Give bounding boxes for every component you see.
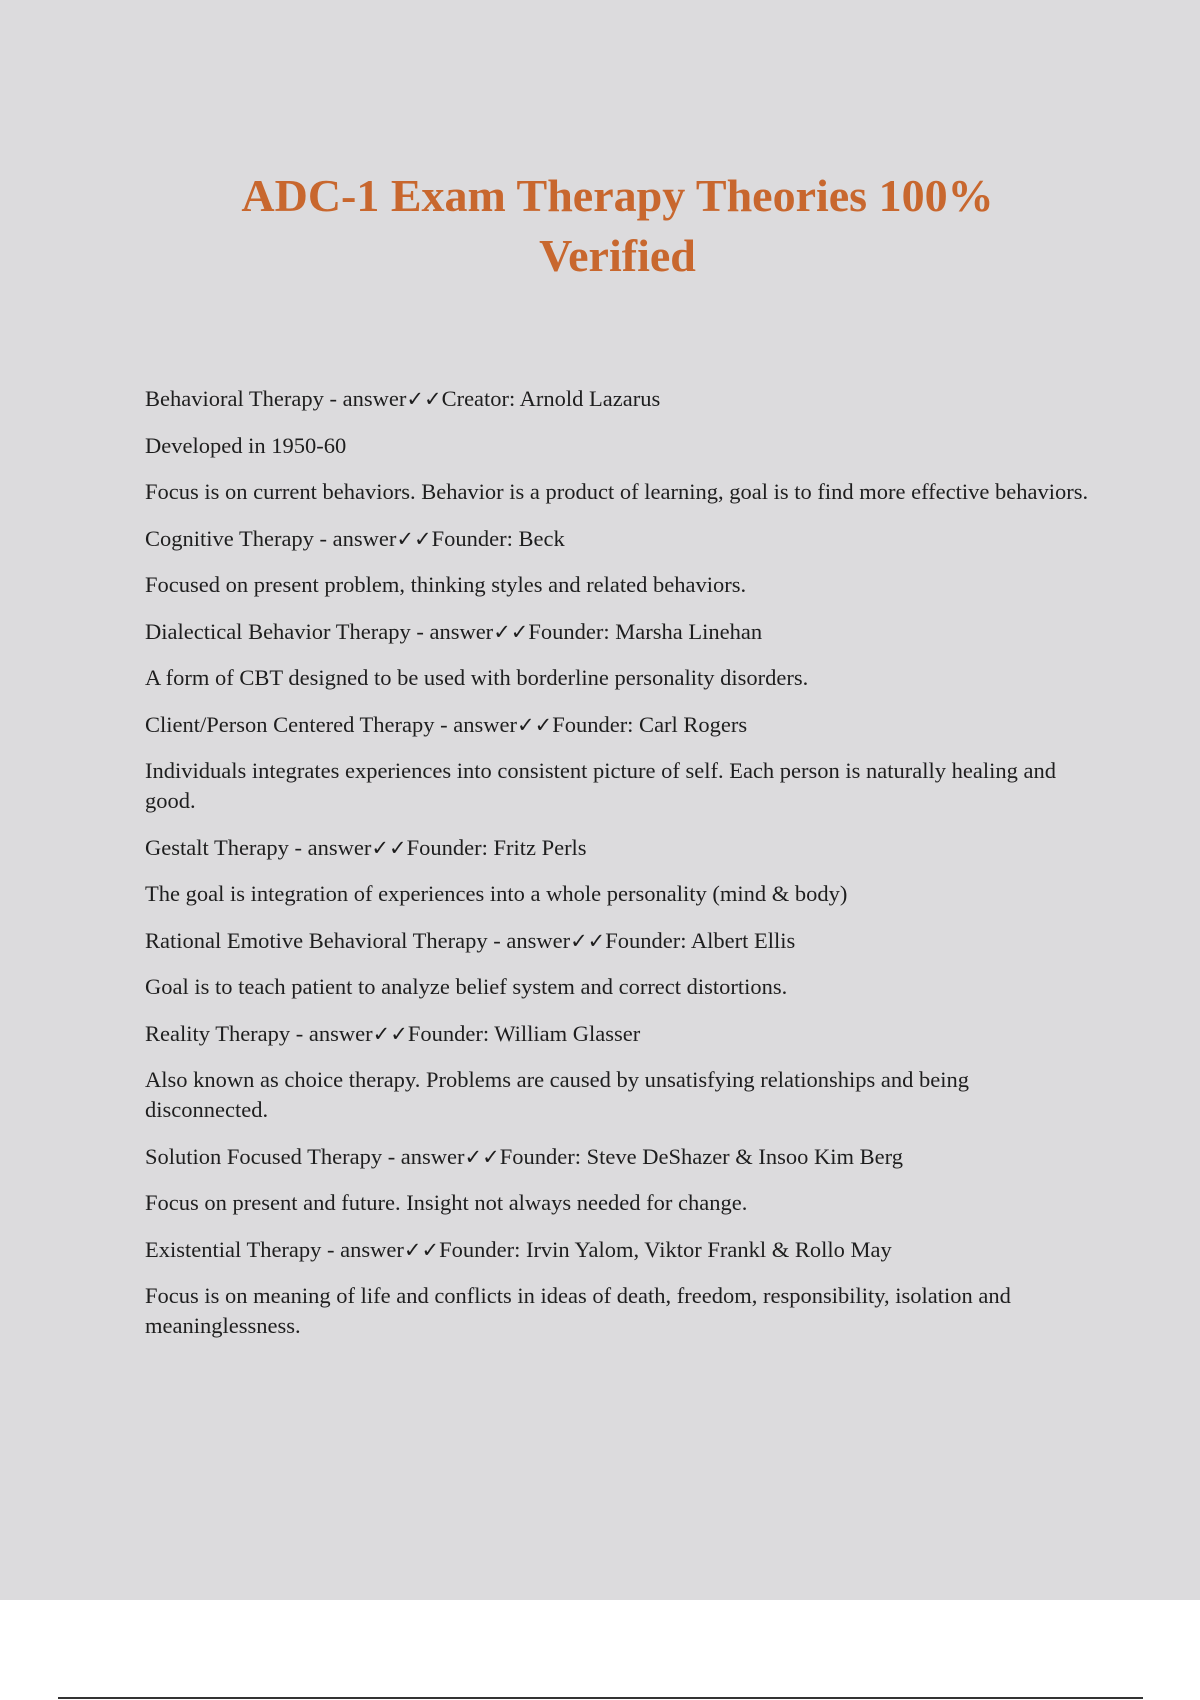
qa-detail: Also known as choice therapy. Problems are caused by unsatisfying relationships and being disconnected. xyxy=(145,1067,969,1122)
qa-detail: Focus on present and future. Insight not always needed for change. xyxy=(145,1190,748,1215)
term-text: Solution Focused Therapy - answer xyxy=(145,1143,465,1169)
term-text: Gestalt Therapy - answer xyxy=(145,834,372,860)
title-line-1: ADC-1 Exam Therapy Theories 100% xyxy=(241,170,994,221)
term-text: Dialectical Behavior Therapy - answer xyxy=(145,618,494,644)
document-title xyxy=(0,166,1200,286)
term-text: Reality Therapy - answer xyxy=(145,1020,373,1046)
qa-detail: Focus is on meaning of life and conflicts in ideas of death, freedom, responsibility, isolation and meaninglessness. xyxy=(145,1283,1011,1338)
qa-detail: Individuals integrates experiences into consistent picture of self. Each person is naturally healing and good. xyxy=(145,758,1056,813)
double-check-icon: ✓✓ xyxy=(493,619,529,644)
answer-text: Founder: Fritz Perls xyxy=(406,834,587,860)
term-text: Existential Therapy - answer xyxy=(145,1236,404,1262)
double-check-icon: ✓✓ xyxy=(372,1021,408,1046)
double-check-icon: ✓✓ xyxy=(371,835,407,860)
title-line-2: Verified xyxy=(539,230,696,281)
qa-detail: Developed in 1950-60 xyxy=(145,432,347,458)
double-check-icon: ✓✓ xyxy=(464,1144,500,1169)
qa-term xyxy=(145,384,1095,414)
double-check-icon: ✓✓ xyxy=(406,387,442,411)
qa-term xyxy=(145,1235,1095,1265)
answer-text: Founder: Steve DeShazer & Insoo Kim Berg xyxy=(499,1143,903,1169)
double-check-icon: ✓✓ xyxy=(570,928,606,953)
qa-detail: A form of CBT designed to be used with borderline personality disorders. xyxy=(145,665,809,690)
footer-divider xyxy=(58,1697,1143,1699)
answer-text: Creator: Arnold Lazarus xyxy=(441,386,661,411)
answer-text: Founder: Marsha Linehan xyxy=(528,618,763,644)
double-check-icon: ✓✓ xyxy=(396,526,432,551)
qa-list xyxy=(145,384,1095,1358)
term-text: Client/Person Centered Therapy - answer xyxy=(145,711,517,737)
qa-term xyxy=(145,1142,1095,1172)
qa-term xyxy=(145,833,1095,863)
term-text: Cognitive Therapy - answer xyxy=(145,525,397,551)
qa-term xyxy=(145,710,1095,740)
qa-term xyxy=(145,524,1095,554)
double-check-icon: ✓✓ xyxy=(516,712,553,737)
qa-detail: Focus is on current behaviors. Behavior is a product of learning, goal is to find more effective behaviors. xyxy=(145,479,1089,504)
term-text: Rational Emotive Behavioral Therapy - answer xyxy=(145,927,571,953)
term-text: Behavioral Therapy - answer xyxy=(145,386,407,411)
qa-detail: The goal is integration of experiences into a whole personality (mind & body) xyxy=(145,881,848,906)
answer-text: Founder: William Glasser xyxy=(407,1020,641,1046)
page-footer xyxy=(0,1600,1200,1700)
qa-term xyxy=(145,926,1095,956)
answer-text: Founder: Carl Rogers xyxy=(552,711,748,737)
answer-text: Founder: Beck xyxy=(431,525,565,551)
qa-detail: Focused on present problem, thinking styles and related behaviors. xyxy=(145,572,747,597)
answer-text: Founder: Irvin Yalom, Viktor Frankl & Rollo May xyxy=(439,1236,892,1262)
qa-term xyxy=(145,617,1095,647)
qa-detail: Goal is to teach patient to analyze belief system and correct distortions. xyxy=(145,974,788,999)
answer-text: Founder: Albert Ellis xyxy=(605,927,796,953)
double-check-icon: ✓✓ xyxy=(403,1237,440,1262)
qa-term xyxy=(145,1019,1095,1049)
